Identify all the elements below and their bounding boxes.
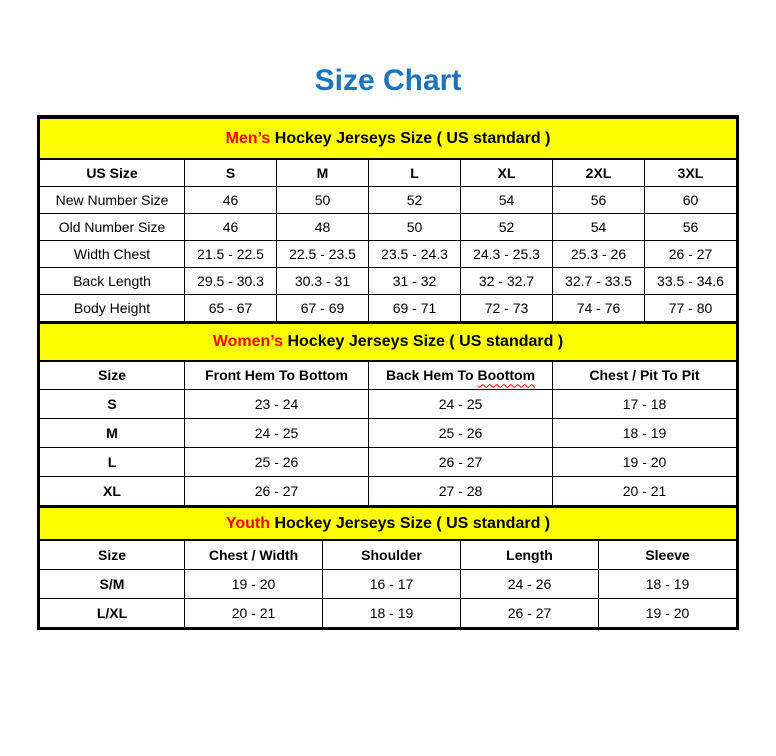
- size-value-cell: 25.3 - 26: [553, 240, 645, 267]
- column-header: Chest / Width: [185, 540, 323, 569]
- column-header: Front Hem To Bottom: [185, 361, 369, 390]
- size-value-cell: 60: [645, 186, 737, 213]
- size-tables-container: [37, 115, 739, 630]
- size-value-cell: 54: [461, 186, 553, 213]
- misspelled-word: Boottom: [477, 367, 536, 384]
- size-value-cell: 52: [369, 186, 461, 213]
- size-value-cell: 72 - 73: [461, 294, 553, 321]
- banner-rest-text: Hockey Jerseys Size ( US standard ): [270, 129, 551, 147]
- table-row: [40, 294, 737, 321]
- size-chart-page: [0, 64, 776, 630]
- table-row: [40, 240, 737, 267]
- size-value-cell: 19 - 20: [185, 569, 323, 598]
- size-value-cell: 18 - 19: [553, 419, 737, 448]
- table-row: [40, 448, 737, 477]
- youth-section-banner: [40, 507, 737, 540]
- banner-accent-text: Women’s: [212, 332, 284, 350]
- size-value-cell: 50: [369, 213, 461, 240]
- table-row: [40, 598, 737, 627]
- size-value-cell: 30.3 - 31: [277, 267, 369, 294]
- column-header: 3XL: [645, 159, 737, 186]
- banner-accent-text: Men’s: [225, 129, 271, 147]
- size-value-cell: 19 - 20: [599, 598, 737, 627]
- column-header: US Size: [40, 159, 185, 186]
- banner-accent-text: Youth: [225, 514, 270, 532]
- page-title: Size Chart: [314, 64, 462, 97]
- womens-banner-row: [40, 323, 737, 361]
- size-value-cell: 24.3 - 25.3: [461, 240, 553, 267]
- column-header: Shoulder: [323, 540, 461, 569]
- size-value-cell: 19 - 20: [553, 448, 737, 477]
- size-value-cell: 50: [277, 186, 369, 213]
- mens-section-banner: [40, 118, 737, 159]
- table-row: [40, 569, 737, 598]
- size-value-cell: 23.5 - 24.3: [369, 240, 461, 267]
- size-value-cell: 27 - 28: [369, 477, 553, 506]
- size-value-cell: 32.7 - 33.5: [553, 267, 645, 294]
- size-value-cell: 32 - 32.7: [461, 267, 553, 294]
- row-label: L/XL: [40, 598, 185, 627]
- youth-size-table: [39, 506, 737, 628]
- column-header: L: [369, 159, 461, 186]
- size-value-cell: 33.5 - 34.6: [645, 267, 737, 294]
- row-label: L: [40, 448, 185, 477]
- column-header: M: [277, 159, 369, 186]
- size-value-cell: 16 - 17: [323, 569, 461, 598]
- size-value-cell: 20 - 21: [185, 598, 323, 627]
- size-value-cell: 48: [277, 213, 369, 240]
- size-value-cell: 24 - 26: [461, 569, 599, 598]
- size-value-cell: 54: [553, 213, 645, 240]
- row-label: Width Chest: [40, 240, 185, 267]
- womens-header-row: [40, 361, 737, 390]
- table-row: [40, 267, 737, 294]
- column-header: 2XL: [553, 159, 645, 186]
- size-value-cell: 25 - 26: [369, 419, 553, 448]
- size-value-cell: 65 - 67: [185, 294, 277, 321]
- column-header: Size: [40, 361, 185, 390]
- table-row: [40, 186, 737, 213]
- size-value-cell: 26 - 27: [461, 598, 599, 627]
- row-label: New Number Size: [40, 186, 185, 213]
- row-label: S/M: [40, 569, 185, 598]
- size-value-cell: 24 - 25: [185, 419, 369, 448]
- size-value-cell: 56: [645, 213, 737, 240]
- table-row: [40, 213, 737, 240]
- table-row: [40, 390, 737, 419]
- column-header: S: [185, 159, 277, 186]
- column-header: Back Hem To Boottom: [369, 361, 553, 390]
- size-value-cell: 21.5 - 22.5: [185, 240, 277, 267]
- size-value-cell: 18 - 19: [599, 569, 737, 598]
- column-header: Sleeve: [599, 540, 737, 569]
- size-value-cell: 20 - 21: [553, 477, 737, 506]
- column-header: Length: [461, 540, 599, 569]
- column-header: Size: [40, 540, 185, 569]
- mens-header-row: [40, 159, 737, 186]
- womens-size-table: [39, 322, 737, 507]
- mens-banner-row: [40, 118, 737, 159]
- size-value-cell: 26 - 27: [645, 240, 737, 267]
- row-label: Body Height: [40, 294, 185, 321]
- size-value-cell: 26 - 27: [185, 477, 369, 506]
- size-value-cell: 29.5 - 30.3: [185, 267, 277, 294]
- banner-rest-text: Hockey Jerseys Size ( US standard ): [270, 514, 551, 532]
- youth-header-row: [40, 540, 737, 569]
- size-value-cell: 46: [185, 213, 277, 240]
- size-value-cell: 26 - 27: [369, 448, 553, 477]
- row-label: M: [40, 419, 185, 448]
- size-value-cell: 52: [461, 213, 553, 240]
- row-label: Back Length: [40, 267, 185, 294]
- column-header: XL: [461, 159, 553, 186]
- mens-size-table: [39, 117, 737, 322]
- size-value-cell: 23 - 24: [185, 390, 369, 419]
- row-label: Old Number Size: [40, 213, 185, 240]
- womens-section-banner: [40, 323, 737, 361]
- size-value-cell: 74 - 76: [553, 294, 645, 321]
- row-label: S: [40, 390, 185, 419]
- size-value-cell: 46: [185, 186, 277, 213]
- size-value-cell: 69 - 71: [369, 294, 461, 321]
- size-value-cell: 17 - 18: [553, 390, 737, 419]
- size-value-cell: 18 - 19: [323, 598, 461, 627]
- size-value-cell: 67 - 69: [277, 294, 369, 321]
- table-row: [40, 419, 737, 448]
- size-value-cell: 77 - 80: [645, 294, 737, 321]
- size-value-cell: 24 - 25: [369, 390, 553, 419]
- size-value-cell: 22.5 - 23.5: [277, 240, 369, 267]
- row-label: XL: [40, 477, 185, 506]
- size-value-cell: 56: [553, 186, 645, 213]
- table-row: [40, 477, 737, 506]
- column-header: Chest / Pit To Pit: [553, 361, 737, 390]
- size-value-cell: 31 - 32: [369, 267, 461, 294]
- youth-banner-row: [40, 507, 737, 540]
- banner-rest-text: Hockey Jerseys Size ( US standard ): [283, 332, 564, 350]
- size-value-cell: 25 - 26: [185, 448, 369, 477]
